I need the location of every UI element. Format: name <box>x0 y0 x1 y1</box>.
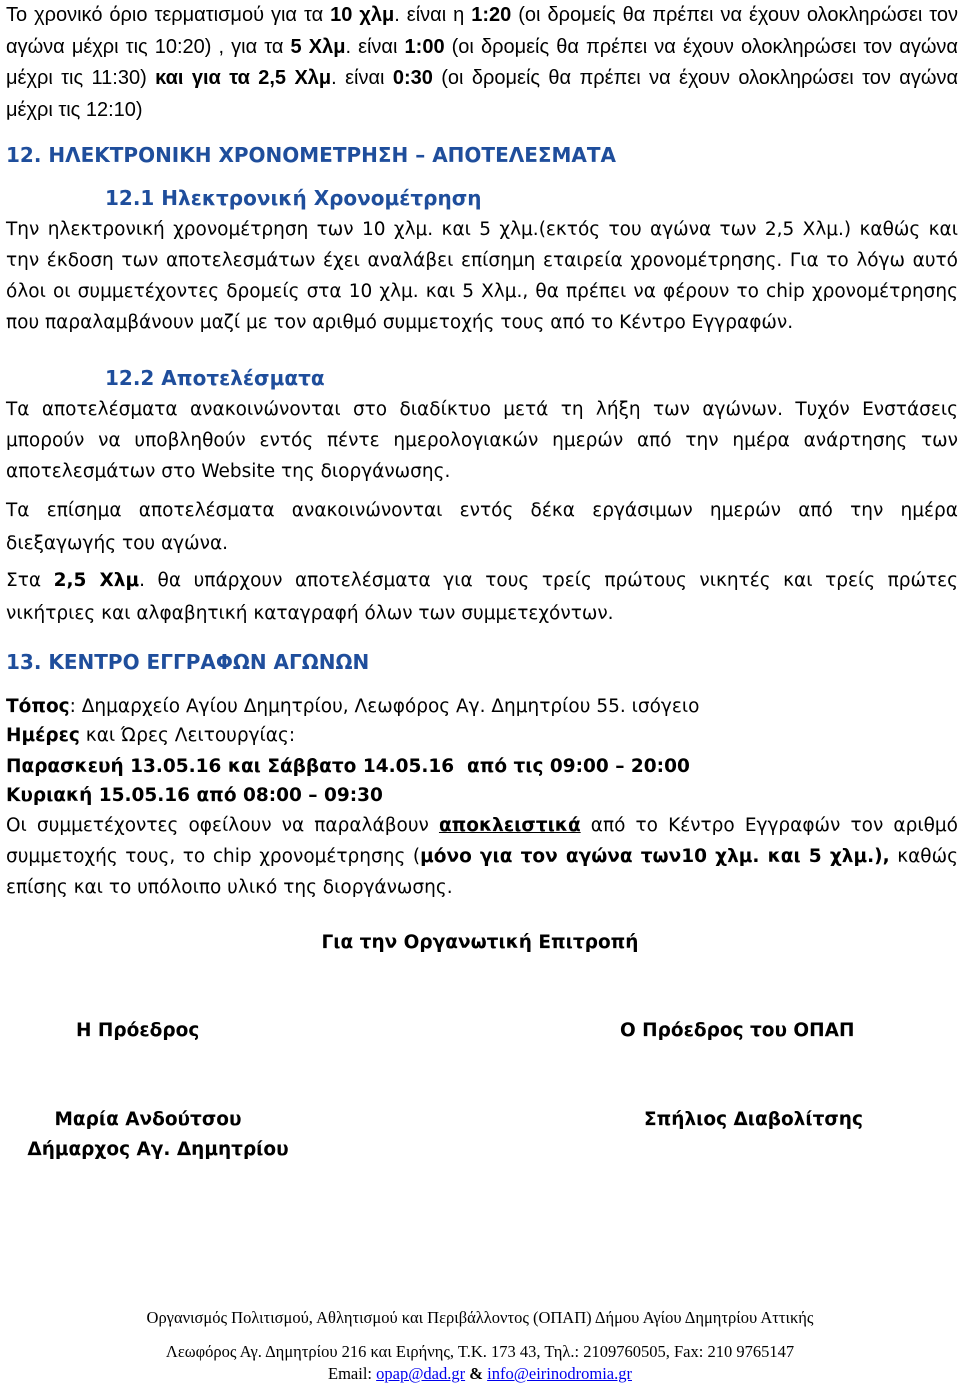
intro-bold-1: 10 χλμ <box>330 4 395 26</box>
official-results-paragraph: Τα επίσημα αποτελέσματα ανακοινώνονται εντός δέκα εργάσιμων ημερών από την ημέρα διεξαγωγής του αγώνα. <box>6 500 958 554</box>
intro-bold-2: 1:20 <box>471 4 512 26</box>
place-value: : Δημαρχείο Αγίου Δημητρίου, Λεωφόρος Αγ. Δημητρίου 55. ισόγειο <box>69 696 700 717</box>
days-value: και Ώρες Λειτουργίας: <box>79 725 296 746</box>
schedule-line-2: Κυριακή 15.05.16 από 08:00 – 09:30 <box>6 785 383 806</box>
p4-text-a: Στα <box>6 570 54 591</box>
results-paragraph: Τα αποτελέσματα ανακοινώνονται στο διαδίκτυο μετά τη λήξη των αγώνων. Τυχόν Ενστάσεις μπορούν να υποβληθούν εντός πέντε ημερολογιακών ημερών από την ημέρα ανάρτησης των αποτελεσμάτων στο Website της διοργάνωσης. <box>6 399 958 482</box>
footer-organization: Οργανισμός Πολιτισμού, Αθλητισμού και Περιβάλλοντος (ΟΠΑΠ) Δήμου Αγίου Δημητρίου Αττικής <box>146 1308 814 1327</box>
reg-text-b: από το Κέντρο Εγγραφών τον αριθμό συμμετοχής τους, το chip χρονομέτρησης ( <box>6 815 958 867</box>
p4-bold: 2,5 Χλμ <box>53 570 140 591</box>
intro-paragraph <box>6 0 958 126</box>
intro-bold-5: και για τα 2,5 Χλμ <box>155 67 332 89</box>
timing-paragraph: Την ηλεκτρονική χρονομέτρηση των 10 χλμ. και 5 χλμ.(εκτός του αγώνα των 2,5 Χλμ.) καθώς και την έκδοση των αποτελεσμάτων έχει αναλάβει επίσημη εταιρεία χρονομέτρησης. Για το λόγω αυτό όλοι οι συμμετέχοντες δρομείς στα 10 χλμ. και 5 Χλμ., θα πρέπει να φέρουν το chip χρονομέτρησης που παραλαμβάνουν μαζί με τον αριθμό συμμετοχής τους από το Κέντρο Εγγραφών. <box>6 219 958 333</box>
short-race-results-paragraph <box>6 564 958 630</box>
schedule-line-1: Παρασκευή 13.05.16 και Σάββατο 14.05.16 από τις 09:00 – 20:00 <box>6 756 690 777</box>
reg-bold: μόνο για τον αγώνα των10 χλμ. και 5 χλμ.), <box>420 846 890 867</box>
intro-text-1: Το χρονικό όριο τερματισμού για τα <box>6 4 331 26</box>
footer-email-line <box>0 1364 960 1384</box>
reg-text-a: Οι συμμετέχοντες οφείλουν να παραλάβουν <box>6 815 439 836</box>
intro-bold-6: 0:30 <box>392 67 433 89</box>
intro-bold-4: 1:00 <box>404 35 445 58</box>
p4-text-c: . θα υπάρχουν αποτελέσματα για τους τρείς πρώτους νικητές και τρείς πρώτες νικήτριες και αλφαβητική καταγραφή όλων των συμμετεχόντων. <box>6 570 959 624</box>
registration-paragraph <box>6 810 958 903</box>
email-separator: & <box>465 1364 488 1383</box>
subsection-12-1-heading: 12.1 Ηλεκτρονική Χρονομέτρηση <box>105 186 482 210</box>
intro-text-4: . είναι <box>345 35 405 58</box>
intro-text-7: (οι δρομείς θα πρέπει να έχουν ολοκληρώσει τον αγώνα μέχρι τις 12:10) <box>6 67 958 121</box>
section-13-heading: 13. ΚΕΝΤΡΟ ΕΓΓΡΑΦΩΝ ΑΓΩΝΩΝ <box>6 650 370 674</box>
left-signatory-role: Δήμαρχος Αγ. Δημητρίου <box>27 1139 289 1160</box>
right-signatory-name: Σπήλιος Διαβολίτσης <box>644 1109 863 1130</box>
intro-text-3: (οι δρομείς θα πρέπει να έχουν ολοκληρώσει τον αγώνα μέχρι τις 10:20) , για τα <box>6 4 959 58</box>
footer-address: Λεωφόρος Αγ. Δημητρίου 216 και Ειρήνης, Τ.Κ. 173 43, Τηλ.: 2109760505, Fax: 210 9765147 <box>165 1342 795 1361</box>
left-signatory-title: Η Πρόεδρος <box>76 1020 200 1041</box>
intro-text-5: (οι δρομείς θα πρέπει να έχουν ολοκληρώσει τον αγώνα μέχρι τις 11:30) <box>6 35 958 89</box>
email-link-eirinodromia[interactable]: info@eirinodromia.gr <box>487 1364 632 1383</box>
left-signatory-name: Μαρία Ανδούτσου <box>54 1109 242 1130</box>
days-label: Ημέρες <box>6 725 80 746</box>
place-line <box>6 692 958 722</box>
right-signatory-title: Ο Πρόεδρος του ΟΠΑΠ <box>620 1020 855 1041</box>
committee-line: Για την Οργανωτική Επιτροπή <box>321 932 639 953</box>
email-link-opap[interactable]: opap@dad.gr <box>376 1364 466 1383</box>
intro-bold-3: 5 Χλμ <box>290 35 346 58</box>
email-label: Email: <box>328 1364 377 1383</box>
days-line <box>6 721 958 751</box>
place-label: Τόπος <box>6 696 70 717</box>
subsection-12-2-heading: 12.2 Αποτελέσματα <box>105 366 325 390</box>
reg-underlined: αποκλειστικά <box>438 815 581 836</box>
intro-text-2: . είναι η <box>394 4 472 26</box>
intro-text-6: . είναι <box>331 67 393 89</box>
reg-text-c: καθώς επίσης και το υπόλοιπο υλικό της διοργάνωσης. <box>6 846 958 898</box>
section-12-heading: 12. ΗΛΕΚΤΡΟΝΙΚΗ ΧΡΟΝΟΜΕΤΡΗΣΗ – ΑΠΟΤΕΛΕΣΜΑΤΑ <box>6 143 617 167</box>
